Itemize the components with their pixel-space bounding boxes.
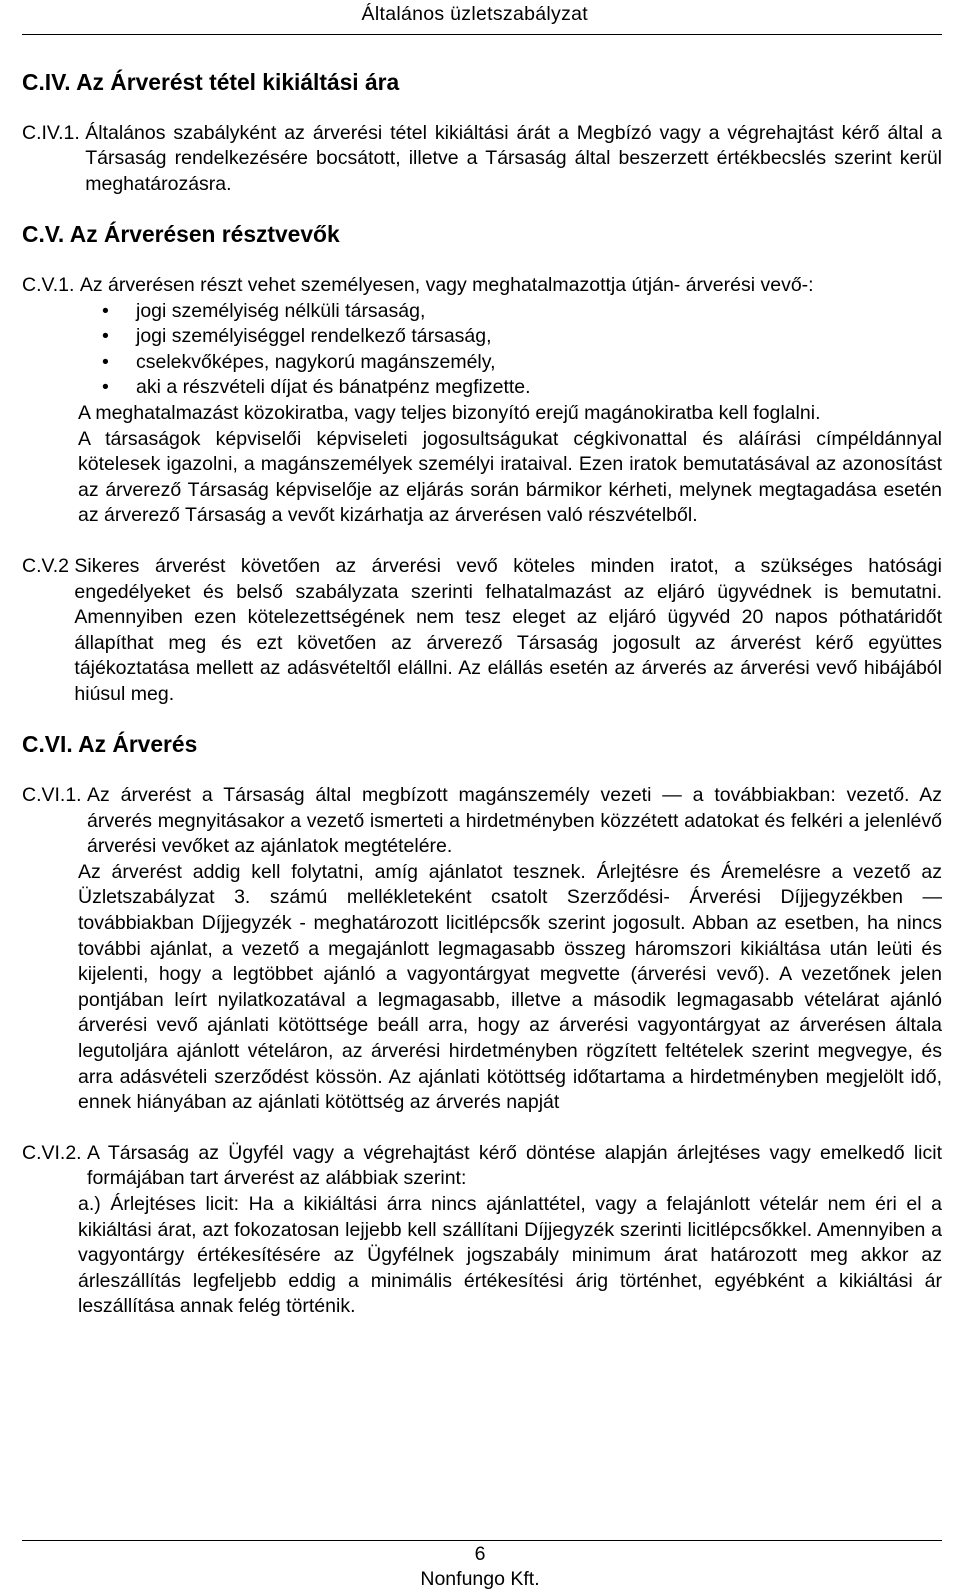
section-heading-c6: C.VI. Az Árverés bbox=[22, 731, 198, 758]
header-divider bbox=[22, 34, 942, 35]
list-item: • jogi személyiséggel rendelkező társaság, bbox=[78, 324, 942, 350]
paragraph-c6-1-continued: Az árverést addig kell folytatni, amíg ajánlatot tesznek. Árlejtésre és Áremelésre a vezető az Üzletszabályzat 3. számú mellékleteként csatolt Szerződési- Árverési Díjjegyzékben — továbbiakban Díjjegyzék - meghatározott licitlépcsők szerint jogosult. Abban az esetben, ha nincs további ajánlat, a vezető a megajánlott legmagasabb összeg háromszori kikiáltása után leüti és kijelenti, hogy a legtöbbet ajánló a vagyontárgyat megvette (árverési vevő). A vezetőnek jelen pontjában leírt nyilatkozatával a legmagasabb, illetve a második legmagasabb vételárat ajánló árverési vevő ajánlati kötöttsége beáll arra, hogy az árverési vagyontárgyat az árverésen általa legutoljára ajánlott vételáron, az árverési hirdetményben rögzített feltételek szerint megvegye, és arra adásvételi szerződést kössön. Az ajánlati kötöttség időtartama a hirdetményben megjelölt idő, ennek hiányában az ajánlati kötöttség az árverés napját bbox=[78, 860, 942, 1114]
bullet-icon: • bbox=[102, 350, 109, 373]
page-number: 6 bbox=[474, 1543, 486, 1565]
paragraph-number: C.V.1. bbox=[22, 273, 80, 296]
paragraph-text: Az árverésen részt vehet személyesen, vagy meghatalmazottja útján- árverési vevő-: bbox=[79, 273, 814, 296]
paragraph-text: Általános szabályként az árverési tétel kikiáltási árát a Megbízó vagy a végrehajtást kérő által a Társaság rendelkezésére bocsátott, illetve a Társaság által beszerzett értékbecslés szerint kerül meghatározásra. bbox=[85, 121, 942, 195]
paragraph-number: C.IV.1. bbox=[22, 121, 86, 144]
section-heading-c5: C.V. Az Árverésen résztvevők bbox=[22, 221, 340, 248]
paragraph-text: A Társaság az Ügyfél vagy a végrehajtást kérő döntése alapján árlejtéses vagy emelkedő licit formájában tart árverést az alábbiak szerint: bbox=[87, 1141, 942, 1190]
list-item: • cselekvőképes, nagykorú magánszemély, bbox=[78, 350, 942, 376]
list-item: • aki a részvételi díjat és bánatpénz megfizette. bbox=[78, 375, 942, 401]
paragraph-c6-1 bbox=[22, 783, 942, 860]
list-item: • jogi személyiség nélküli társaság, bbox=[78, 299, 942, 325]
paragraph-number: C.V.2 bbox=[22, 554, 75, 577]
section-heading-c4: C.IV. Az Árverést tétel kikiáltási ára bbox=[22, 69, 400, 95]
header-title: Általános üzletszabályzat bbox=[361, 3, 588, 25]
footer-divider bbox=[22, 1540, 942, 1541]
paragraph-c5-1-representation: A társaságok képviselői képviseleti jogosultságukat cégkivonattal és aláírási címpéldánnyal kötelesek igazolni, a magánszemélyek személyi irataival. Ezen iratok bemutatásával az azonosítást az árverező Társaság képviselője az eljárás során bármikor kérheti, melynek megtagadása esetén az árverező Társaság a vevőt kizárhatja az árverésen való részvételből. bbox=[78, 427, 942, 527]
paragraph-c5-2 bbox=[22, 554, 942, 708]
bullet-icon: • bbox=[102, 325, 109, 348]
paragraph-c5-1-proxy: A meghatalmazást közokiratba, vagy teljes bizonyító erejű magánokiratba kell foglalni. bbox=[78, 401, 821, 424]
document-body bbox=[22, 70, 942, 1320]
paragraph-c6-2 bbox=[22, 1141, 942, 1192]
paragraph-text: Az árverést a Társaság által megbízott magánszemély vezeti — a továbbiakban: vezető. Az árverés megnyitásakor a vezető ismerteti a hirdetményben közzétett adatokat és felkéri a jelenlévő árverési vevőket az ajánlatok megtételére. bbox=[87, 784, 942, 858]
participant-list bbox=[22, 299, 942, 401]
paragraph-c5-1 bbox=[22, 273, 942, 299]
bullet-icon: • bbox=[102, 299, 109, 322]
paragraph-c4-1 bbox=[22, 121, 942, 198]
bullet-icon: • bbox=[102, 376, 109, 399]
footer-company: Nonfungo Kft. bbox=[420, 1568, 540, 1590]
paragraph-text: Sikeres árverést követően az árverési vevő köteles minden iratot, a szükséges hatósági engedélyeket és belső szabályzata szerinti felhatalmazást az eljáró ügyvédnek is bemutatni. Amennyiben ezen kötelezettségének nem tesz eleget az eljáró ügyvéd 20 napos póthatáridőt állapíthat meg és ezt követően az árverező Társaság jogosult az árverést kérő együttes tájékoztatása mellett az adásvételtől elállni. Az elállás esetén az árverés az árverési vevő hibájából hiúsul meg. bbox=[74, 554, 942, 705]
paragraph-number: C.VI.2. bbox=[22, 1141, 88, 1164]
paragraph-c6-2-a: a.) Árlejtéses licit: Ha a kikiáltási árra nincs ajánlattétel, vagy a felajánlott vételár nem éri el a kikiáltási árat, azt fokozatosan lejjebb kell szállítani Díjjegyzék szerinti licitlépcsőkkel. Amennyiben a vagyontárgy értékesítésére az Ügyfélnek jogszabály minimum árat határozott meg akkor az árleszállítás legfeljebb eddig a minimális értékesítési árig történhet, egyébként a kikiáltási ár leszállítása annak felég történik. bbox=[78, 1192, 942, 1318]
paragraph-number: C.VI.1. bbox=[22, 784, 88, 807]
